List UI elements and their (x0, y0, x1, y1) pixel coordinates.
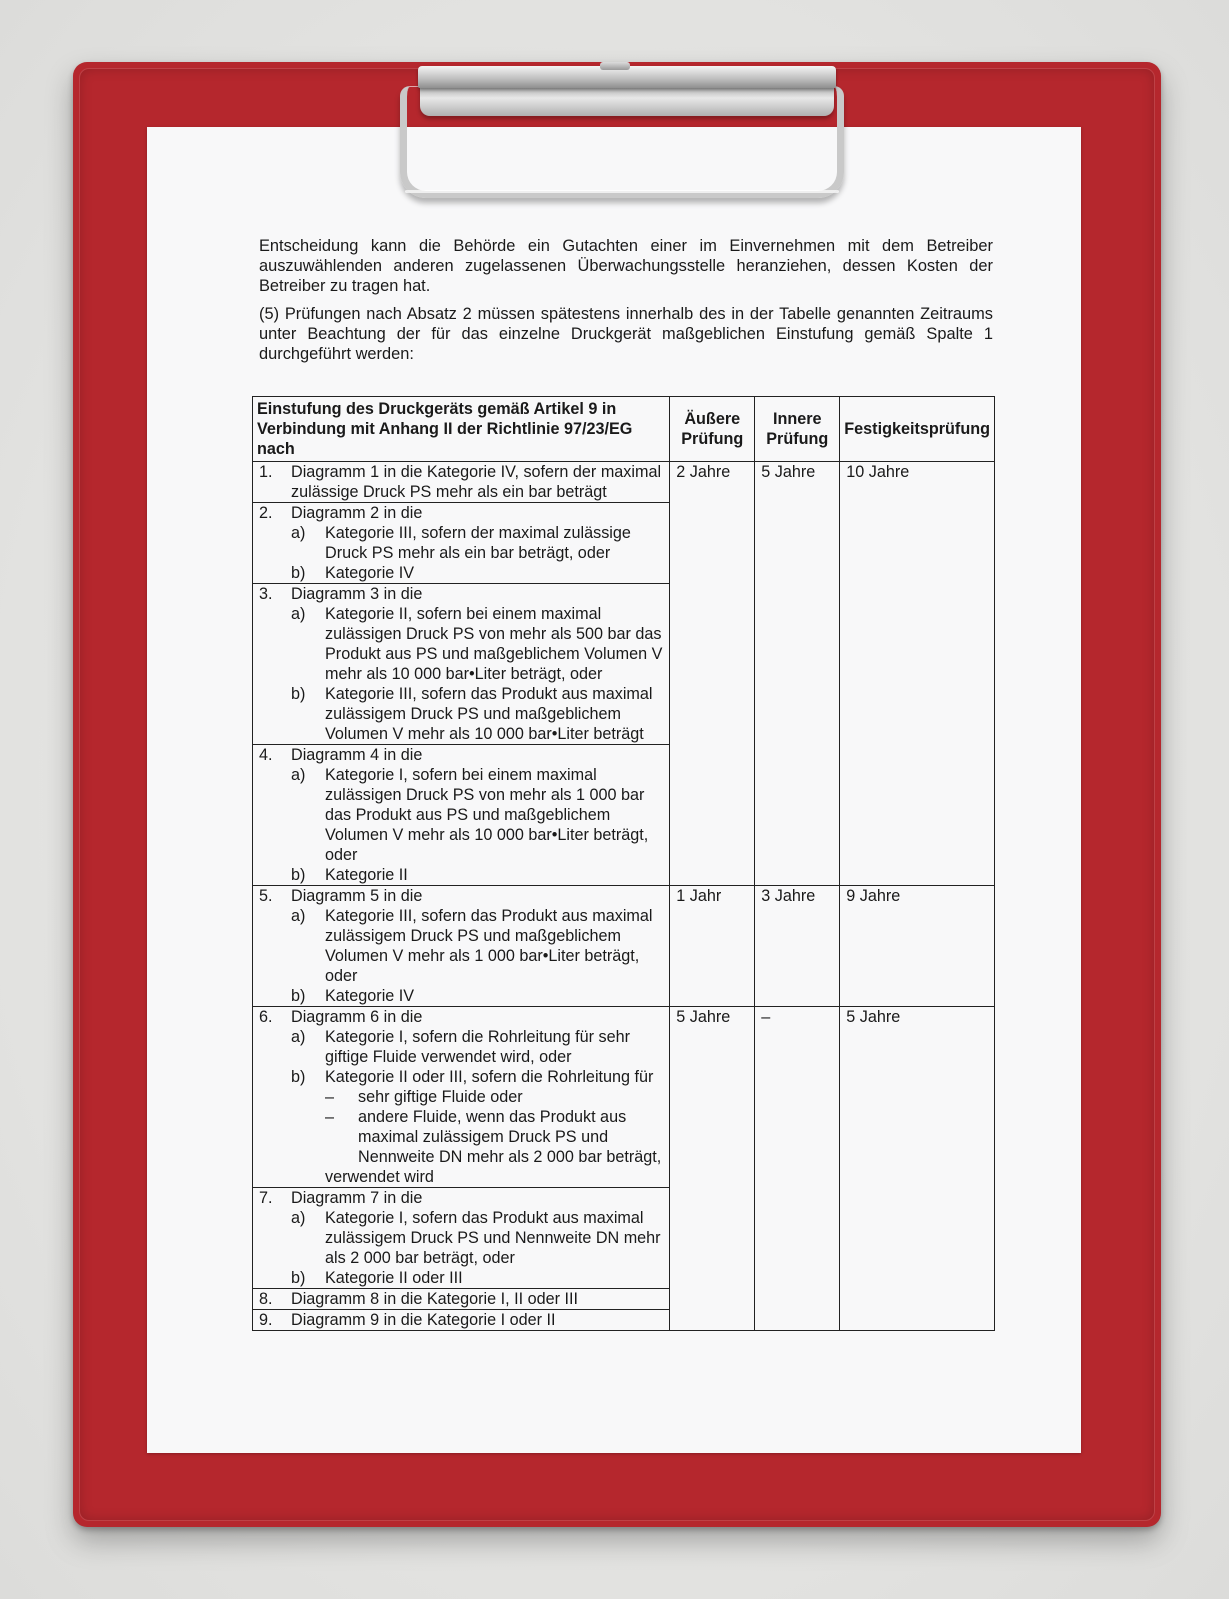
row-9-cell (253, 1310, 670, 1331)
row-number: 3. (259, 585, 273, 603)
sub-label: a) (291, 605, 306, 623)
sub-text: Kategorie I, sofern das Produkt aus maximal zulässigem Druck PS und Nennweite DN mehr als 2 000 bar beträgt, oder (325, 1209, 661, 1267)
sub-text: Kategorie III, sofern das Produkt aus maximal zulässigem Druck PS und maßgeblichem Volumen V mehr als 1 000 bar•Liter beträgt, oder (325, 907, 653, 985)
group-2-festigkeit: 9 Jahre (840, 886, 995, 1007)
row-1-cell (253, 462, 670, 503)
row-text: Diagramm 9 in die Kategorie I oder II (291, 1311, 556, 1329)
group-1-aeussere: 2 Jahre (670, 462, 755, 886)
sub-label: a) (291, 1028, 306, 1046)
table-header-row (253, 397, 995, 462)
row-text: Diagramm 5 in die (291, 887, 423, 905)
row-number: 8. (259, 1290, 273, 1308)
row-8-cell (253, 1289, 670, 1310)
row-5-cell (253, 886, 670, 1007)
header-einstufung: Einstufung des Druckgeräts gemäß Artikel 9 in Verbindung mit Anhang II der Richtlinie 97/23/EG nach (253, 397, 670, 462)
row-text: Diagramm 2 in die (291, 504, 423, 522)
header-aeussere-pruefung: Äußere Prüfung (670, 397, 755, 462)
sub-text: Kategorie II (325, 866, 408, 884)
intro-paragraph-1: Entscheidung kann die Behörde ein Gutachten einer im Einvernehmen mit dem Betreiber auszuwählenden anderen zugelassenen Überwachungsstelle heranziehen, dessen Kosten der Betreiber zu tragen hat. (259, 237, 993, 295)
row-text: Diagramm 8 in die Kategorie I, II oder III (291, 1290, 579, 1308)
clip-wire (400, 86, 844, 198)
row-text: Diagramm 7 in die (291, 1189, 423, 1207)
row-3-cell (253, 584, 670, 745)
table-row (253, 886, 995, 1007)
sub-label: a) (291, 1209, 306, 1227)
group-3-aeussere: 5 Jahre (670, 1007, 755, 1331)
row-7-cell (253, 1188, 670, 1289)
sub-text: Kategorie III, sofern der maximal zulässige Druck PS mehr als ein bar beträgt, oder (325, 524, 631, 562)
header-festigkeitspruefung: Festigkeitsprüfung (840, 397, 995, 462)
group-2-innere: 3 Jahre (755, 886, 840, 1007)
sub-text: Kategorie I, sofern bei einem maximal zulässigen Druck PS von mehr als 1 000 bar das Produkt aus PS und maßgeblichem Volumen V mehr als 10 000 bar•Liter beträgt, oder (325, 766, 649, 864)
sub-text: Kategorie III, sofern das Produkt aus maximal zulässigem Druck PS und maßgeblichem Volumen V mehr als 10 000 bar•Liter beträgt (325, 685, 653, 743)
group-2-aeussere: 1 Jahr (670, 886, 755, 1007)
table-row (253, 1007, 995, 1188)
group-1-innere: 5 Jahre (755, 462, 840, 886)
group-1-festigkeit: 10 Jahre (840, 462, 995, 886)
row-number: 1. (259, 463, 273, 481)
dash-text: sehr giftige Fluide oder (358, 1088, 523, 1106)
sub-label: a) (291, 524, 306, 542)
sub-label: b) (291, 987, 306, 1005)
row-text: Diagramm 4 in die (291, 746, 423, 764)
row-number: 9. (259, 1311, 273, 1329)
row-number: 6. (259, 1008, 273, 1026)
sub-text: Kategorie IV (325, 987, 415, 1005)
row-text: Diagramm 1 in die Kategorie IV, sofern der maximal zulässige Druck PS mehr als ein bar beträgt (291, 463, 662, 501)
document-text (259, 236, 993, 364)
row-number: 4. (259, 746, 273, 764)
row-text: Diagramm 3 in die (291, 585, 423, 603)
row-number: 2. (259, 504, 273, 522)
sub-label: b) (291, 866, 306, 884)
sub-tail-text: verwendet wird (325, 1168, 434, 1186)
group-3-innere: – (755, 1007, 840, 1331)
sub-text: Kategorie II oder III, sofern die Rohrleitung für (325, 1068, 654, 1086)
row-number: 5. (259, 887, 273, 905)
header-innere-pruefung: Innere Prüfung (755, 397, 840, 462)
sub-text: Kategorie II, sofern bei einem maximal zulässigen Druck PS von mehr als 500 bar das Produkt aus PS und maßgeblichem Volumen V mehr als 10 000 bar•Liter beträgt, oder (325, 605, 663, 683)
sub-label: b) (291, 1068, 306, 1086)
row-4-cell (253, 745, 670, 886)
dash-label: – (325, 1088, 335, 1106)
row-number: 7. (259, 1189, 273, 1207)
pruefung-table (252, 396, 995, 1331)
sub-label: a) (291, 907, 306, 925)
sub-label: a) (291, 766, 306, 784)
sub-label: b) (291, 685, 306, 703)
clip-knob (600, 62, 630, 70)
intro-paragraph-2: (5) Prüfungen nach Absatz 2 müssen spätestens innerhalb des in der Tabelle genannten Zeitraums unter Beachtung der für das einzelne Druckgerät maßgeblichen Einstufung gemäß Spalte 1 durchgeführt werden: (259, 305, 993, 363)
sub-text: Kategorie IV (325, 564, 415, 582)
sub-label: b) (291, 1269, 306, 1287)
row-2-cell (253, 503, 670, 584)
row-6-cell (253, 1007, 670, 1188)
table-row (253, 462, 995, 503)
sub-text: Kategorie II oder III (325, 1269, 463, 1287)
sub-label: b) (291, 564, 306, 582)
group-3-festigkeit: 5 Jahre (840, 1007, 995, 1331)
dash-text: andere Fluide, wenn das Produkt aus maximal zulässigem Druck PS und Nennweite DN mehr als 2 000 bar beträgt, (358, 1108, 662, 1166)
dash-label: – (325, 1108, 335, 1126)
row-text: Diagramm 6 in die (291, 1008, 423, 1026)
sub-text: Kategorie I, sofern die Rohrleitung für sehr giftige Fluide verwendet wird, oder (325, 1028, 631, 1066)
